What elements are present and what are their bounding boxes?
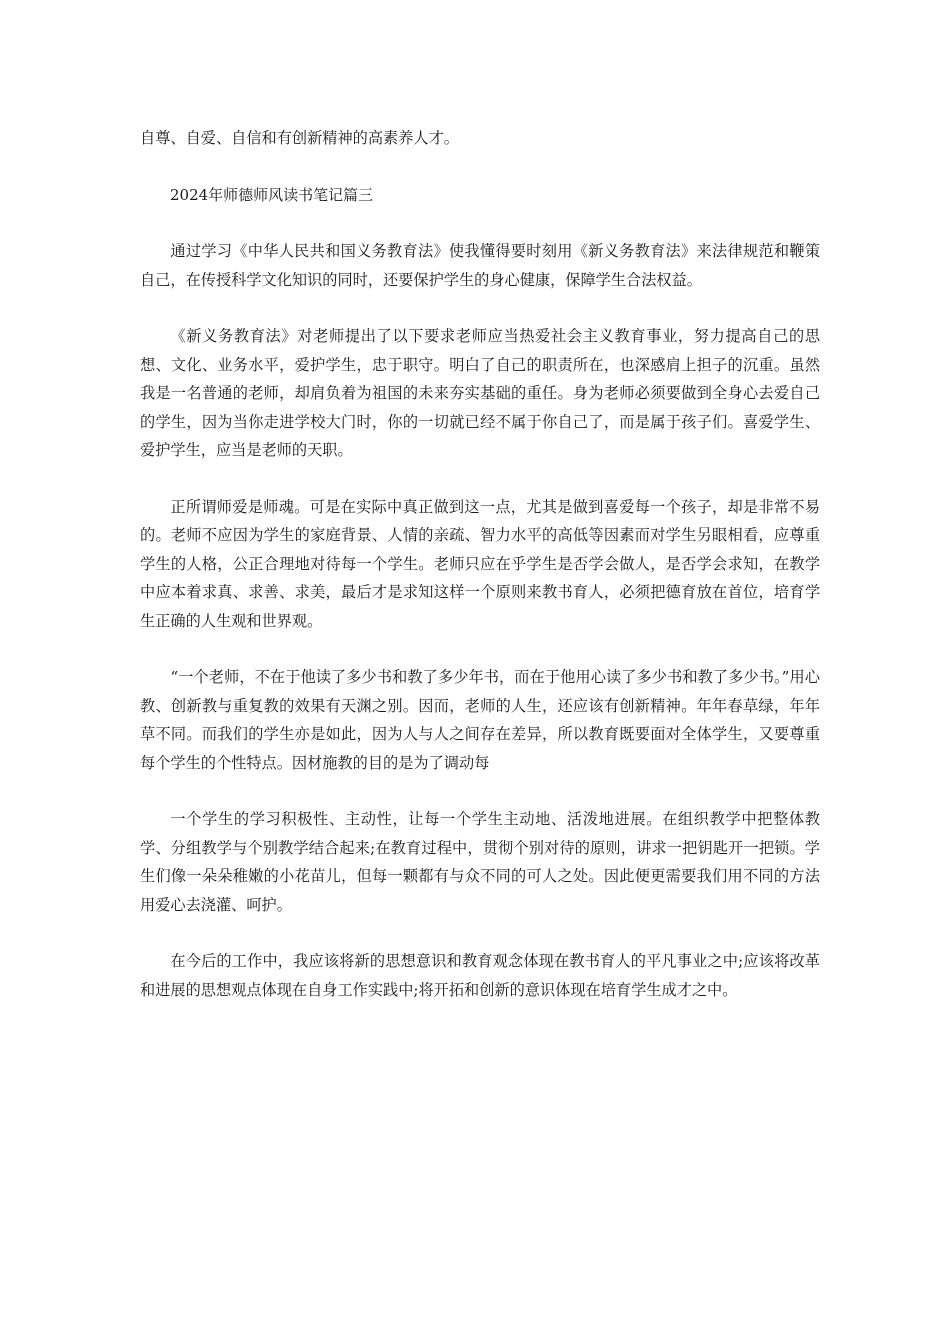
paragraph-4: “一个老师，不在于他读了多少书和教了多少年书，而在于他用心读了多少书和教了多少书。”用心教、创新教与重复教的效果有天渊之别。因而，老师的人生，还应该有创新精神。年年春草绿，年年草不同。而我们的学生亦是如此，因为人与人之间存在差异，所以教育既要面对全体学生，又要尊重每个学生的个性特点。因材施教的目的是为了调动每 [140, 668, 820, 772]
lead-line: 自尊、自爱、自信和有创新精神的高素养人才。 [140, 129, 459, 147]
paragraph-1: 通过学习《中华人民共和国义务教育法》使我懂得要时刻用《新义务教育法》来法律规范和鞭策自己，在传授科学文化知识的同时，还要保护学生的身心健康，保障学生合法权益。 [140, 242, 820, 289]
section-title: 2024年师德师风读书笔记篇三 [170, 185, 374, 204]
paragraph-5: 一个学生的学习积极性、主动性，让每一个学生主动地、活泼地进展。在组织教学中把整体教学、分组教学与个别教学结合起来;在教育过程中，贯彻个别对待的原则，讲求一把钥匙开一把锁。学生们像一朵朵稚嫩的小花苗儿，但每一颗都有与众不同的可人之处。因此便更需要我们用不同的方法用爱心去浇灌、呵护。 [140, 810, 820, 914]
paragraph-6: 在今后的工作中，我应该将新的思想意识和教育观念体现在教书育人的平凡事业之中;应该将改革和进展的思想观点体现在自身工作实践中;将开拓和创新的意识体现在培育学生成才之中。 [140, 952, 820, 999]
paragraph-2: 《新义务教育法》对老师提出了以下要求老师应当热爱社会主义教育事业，努力提高自己的思想、文化、业务水平，爱护学生，忠于职守。明白了自己的职责所在，也深感肩上担子的沉重。虽然我是一名普通的老师，却肩负着为祖国的未来夯实基础的重任。身为老师必须要做到全身心去爱自己的学生，因为当你走进学校大门时，你的一切就已经不属于你自己了，而是属于孩子们。喜爱学生、爱护学生，应当是老师的天职。 [140, 327, 820, 459]
paragraph-3: 正所谓师爱是师魂。可是在实际中真正做到这一点，尤其是做到喜爱每一个孩子，却是非常不易的。老师不应因为学生的家庭背景、人情的亲疏、智力水平的高低等因素而对学生另眼相看，应尊重学生的人格，公正合理地对待每一个学生。老师只应在乎学生是否学会做人，是否学会求知，在教学中应本着求真、求善、求美，最后才是求知这样一个原则来教书育人，必须把德育放在首位，培育学生正确的人生观和世界观。 [140, 497, 820, 630]
document-page [140, 124, 820, 1004]
